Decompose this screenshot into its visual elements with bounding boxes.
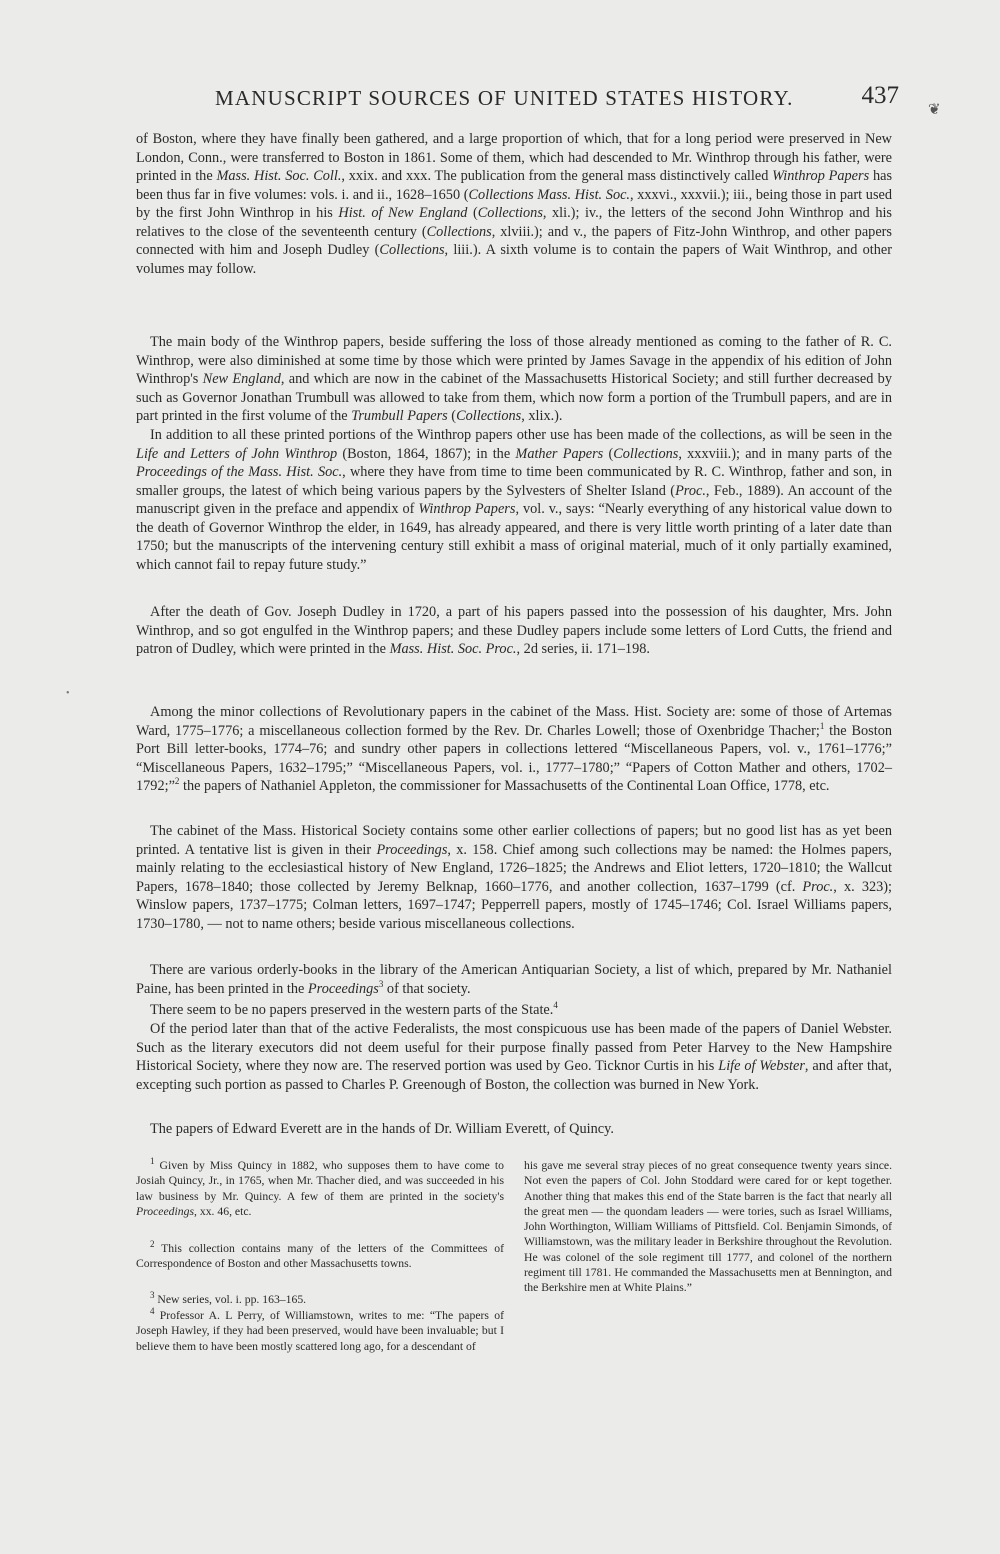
text-run: The main body of the Winthrop papers, beside suffering the loss of those already mentioned as coming to the father of R. C. Winthrop, were also diminished at some time by those which were printed by James Savage in the appendix of his edition of John Winthrop's <box>136 334 892 387</box>
text-run: , liii.). A sixth volume is to contain the papers of Wait Winthrop, and other volumes may follow. <box>136 242 892 277</box>
text-run: , and after that, excepting such portion as passed to Charles P. Greenough of Boston, the collection was burned in New York. <box>136 1058 892 1093</box>
text-run: ( <box>467 205 478 221</box>
page-number: 437 <box>861 82 899 109</box>
text-run: , xxix. and xxx. The publication from the general mass distinctively called <box>341 168 773 184</box>
italic-title: Proc. <box>802 878 834 895</box>
footnote-ref: 3 <box>150 1290 155 1301</box>
footnote-4 <box>136 1308 504 1354</box>
text-run: There are various orderly-books in the library of the American Antiquarian Society, a list of which, prepared by Mr. Nathaniel Paine, has been printed in the <box>136 962 892 997</box>
text-run: , and which are now in the cabinet of the Massachusetts Historical Society; and still further decreased by such as Governor Jonathan Trumbull was allowed to take from them, which now form a portion of the Trumbull papers, and are in part printed in the first volume of the <box>136 371 892 424</box>
footnote-2 <box>136 1241 504 1272</box>
text-run: The papers of Edward Everett are in the hands of Dr. William Everett, of Quincy. <box>150 1121 614 1137</box>
paragraph-orderly-books <box>136 961 892 998</box>
text-run: ( <box>447 408 457 424</box>
italic-title: Mass. Hist. Soc. Coll. <box>216 168 342 184</box>
paragraph-western-state <box>136 1001 892 1020</box>
paragraph-other-uses <box>136 426 892 574</box>
text-run: There seem to be no papers preserved in the western parts of the State. <box>150 1002 554 1018</box>
text-run: , xxxviii.); and in many parts of the <box>678 445 893 462</box>
text-run: Of the period later than that of the active Federalists, the most conspicuous use has been made of the papers of Daniel Webster. Such as the literary executors did not deem useful for their purpose finally passed from Peter Harvey to the New Hampshire Historical Society, where they now are. The reserved portion was used by Geo. Ticknor Curtis in his <box>136 1021 892 1074</box>
italic-title: Collections <box>477 205 543 221</box>
italic-title: Hist. of New England <box>338 205 468 221</box>
running-title: MANUSCRIPT SOURCES OF UNITED STATES HISTORY. <box>215 86 794 110</box>
paragraph-winthrop-main-body <box>136 333 892 426</box>
text-run: , x. 323); Winslow papers, 1737–1775; Colman letters, 1697–1747; Pepperrell papers, mostly of 1745–1746; Col. Israel Williams papers, 1730–1780, — not to name others; beside various miscellaneous collections. <box>136 878 893 932</box>
text-run: , xlix.). <box>521 408 563 424</box>
italic-title: Mass. Hist. Soc. Proc. <box>389 641 517 657</box>
footnote-3 <box>136 1292 504 1307</box>
italic-title: Collections <box>426 223 492 240</box>
footnote-ref: 1 <box>819 720 825 731</box>
text-run: (Boston, 1864, 1867); in the <box>337 445 516 462</box>
italic-title: Proceedings of the Mass. Hist. Soc. <box>136 464 343 480</box>
text-run: Given by Miss Quincy in 1882, who supposes them to have come to Josiah Quincy, Jr., in 1765, when Mr. Thacher died, and was succeeded in his law business by Mr. Quincy. A few of them are printed in the society's <box>136 1159 504 1203</box>
italic-title: Collections <box>613 445 679 462</box>
footnote-ref: 1 <box>150 1156 155 1167</box>
text-run: , where they have from time to time been communicated by R. C. Winthrop, father and son, in smaller groups, the latest of which being various papers by the Sylvesters of Shelter Island ( <box>136 464 892 499</box>
ornament-icon: ❦ <box>928 102 941 118</box>
text-run: , 2d series, ii. 171–198. <box>516 641 650 657</box>
text-run: , xx. 46, etc. <box>194 1204 252 1218</box>
italic-title: Proceedings <box>376 841 448 858</box>
paragraph-revolutionary-papers <box>136 703 892 796</box>
text-run: The cabinet of the Mass. Historical Society contains some other earlier collections of papers; but no good list has as yet been printed. A tentative list is given in their <box>136 823 892 858</box>
text-run: , xxxvi., xxxvii.); iii., being those in part used by the first John Winthrop in his <box>136 186 892 221</box>
text-run: This collection contains many of the letters of the Committees of Correspondence of Boston and other Massachusetts towns. <box>136 1242 504 1271</box>
paragraph-everett-papers <box>136 1120 892 1139</box>
text-run: , xli.); iv., the letters of the second John Winthrop and his relatives to the close of the seventeenth century ( <box>136 205 892 240</box>
italic-title: Collections <box>379 242 445 258</box>
footnote-ref: 4 <box>553 1000 558 1011</box>
text-run: of that society. <box>383 980 471 997</box>
text-run: the papers of Nathaniel Appleton, the commissioner for Massachusetts of the Continental Loan Office, 1778, etc. <box>179 778 830 794</box>
text-run: In addition to all these printed portions of the Winthrop papers other use has been made of the collections, as will be seen in the <box>150 427 892 443</box>
italic-title: Proc. <box>675 482 706 499</box>
italic-title: Mather Papers <box>515 445 604 462</box>
text-run: of Boston, where they have finally been gathered, and a large proportion of which, that for a long period were preserved in New London, Conn., were transferred to Boston in 1861. Some of them, which had descended to Mr. Winthrop through his father, were printed in the <box>136 131 892 184</box>
running-header <box>215 82 905 120</box>
italic-title: Winthrop Papers <box>418 501 516 517</box>
text-run: , xlviii.); and v., the papers of Fitz-John Winthrop, and other papers connected with him and Joseph Dudley ( <box>136 223 892 258</box>
text-run: his gave me several stray pieces of no great consequence twenty years since. Not even the papers of Col. John Stoddard were cared for or kept together. Another thing that makes this end of the State barren is the fact that nearly all the great men — the quondam leaders — were tories, such as Israel Williams, John Worthington, William Williams of Pittsfield. Col. Benjamin Simonds, of Williamstown, was the military leader in Berkshire throughout the Revolution. He was colonel of the sole regiment till 1777, and colonel of the northern regiment till 1781. He commanded the Massachusetts men at Bennington, and the Berkshire men at White Plains.” <box>524 1159 892 1295</box>
text-run: , x. 158. Chief among such collections may be named: the Holmes papers, mainly relating to the ecclesiastical history of New England, 1726–1825; the Andrews and Eliot letters, 1720–1810; the Wallcut Papers, 1678–1840; those collected by Jeremy Belknap, 1660–1776, and another collection, 1637–1799 (cf. <box>136 841 893 895</box>
text-run: the Boston Port Bill letter-books, 1774–76; and sundry other papers in collections lettered “Miscellaneous Papers, vol. v., 1761–1776;” “Miscellaneous Papers, 1632–1795;” “Miscellaneous Papers, vol. i., 1777–1780;” “Papers of Cotton Mather and others, 1702–1792;” <box>136 722 892 794</box>
paragraph-webster-papers <box>136 1020 892 1094</box>
text-run: After the death of Gov. Joseph Dudley in 1720, a part of his papers passed into the possession of his daughter, Mrs. John Winthrop, and so got engulfed in the Winthrop papers; and these Dudley papers include some letters of Lord Cutts, the friend and patron of Dudley, which were printed in the <box>136 604 892 657</box>
italic-title: New England <box>202 371 281 387</box>
italic-title: Proceedings <box>307 980 379 997</box>
text-run: ( <box>603 445 614 462</box>
italic-title: Collections <box>456 408 522 424</box>
italic-title: Life and Letters of John Winthrop <box>136 445 338 462</box>
footnote-ref: 4 <box>150 1306 155 1317</box>
italic-title: Life of Webster <box>718 1058 805 1074</box>
margin-dot: • <box>66 688 70 699</box>
italic-title: Proceedings <box>136 1204 194 1218</box>
text-run: has been thus far in five volumes: vols. i. and ii., 1628–1650 ( <box>136 168 893 203</box>
footnote-4-continued <box>524 1158 892 1296</box>
text-run: , vol. v., says: “Nearly everything of any historical value down to the death of Governor Winthrop the elder, in 1649, has already appeared, and there is very little worth printing of a later date than 1750; but the manuscripts of the intervening century still exhibit a mass of original material, much of it only partially examined, which cannot fail to repay future study.” <box>136 501 892 573</box>
footnote-ref: 3 <box>378 978 384 989</box>
footnote-ref: 2 <box>174 776 180 787</box>
italic-title: Collections Mass. Hist. Soc. <box>468 186 631 203</box>
footnote-1 <box>136 1158 504 1219</box>
footnote-ref: 2 <box>150 1239 155 1250</box>
italic-title: Trumbull Papers <box>351 408 448 424</box>
paragraph-dudley-papers <box>136 603 892 659</box>
paragraph-winthrop-volumes <box>136 130 892 278</box>
text-run: New series, vol. i. pp. 163–165. <box>154 1293 307 1306</box>
text-run: , Feb., 1889). An account of the manuscript given in the preface and appendix of <box>136 482 892 517</box>
italic-title: Winthrop Papers <box>772 168 870 184</box>
text-run: Professor A. L Perry, of Williamstown, writes to me: “The papers of Joseph Hawley, if they had been preserved, would have been invaluable; but I believe them to have been mostly scattered long ago, for a descendant of <box>136 1309 504 1353</box>
paragraph-earlier-collections <box>136 822 892 933</box>
text-run: Among the minor collections of Revolutionary papers in the cabinet of the Mass. Hist. Society are: some of those of Artemas Ward, 1775–1776; a miscellaneous collection formed by the Rev. Dr. Charles Lowell; those of Oxenbridge Thacher; <box>136 704 892 739</box>
